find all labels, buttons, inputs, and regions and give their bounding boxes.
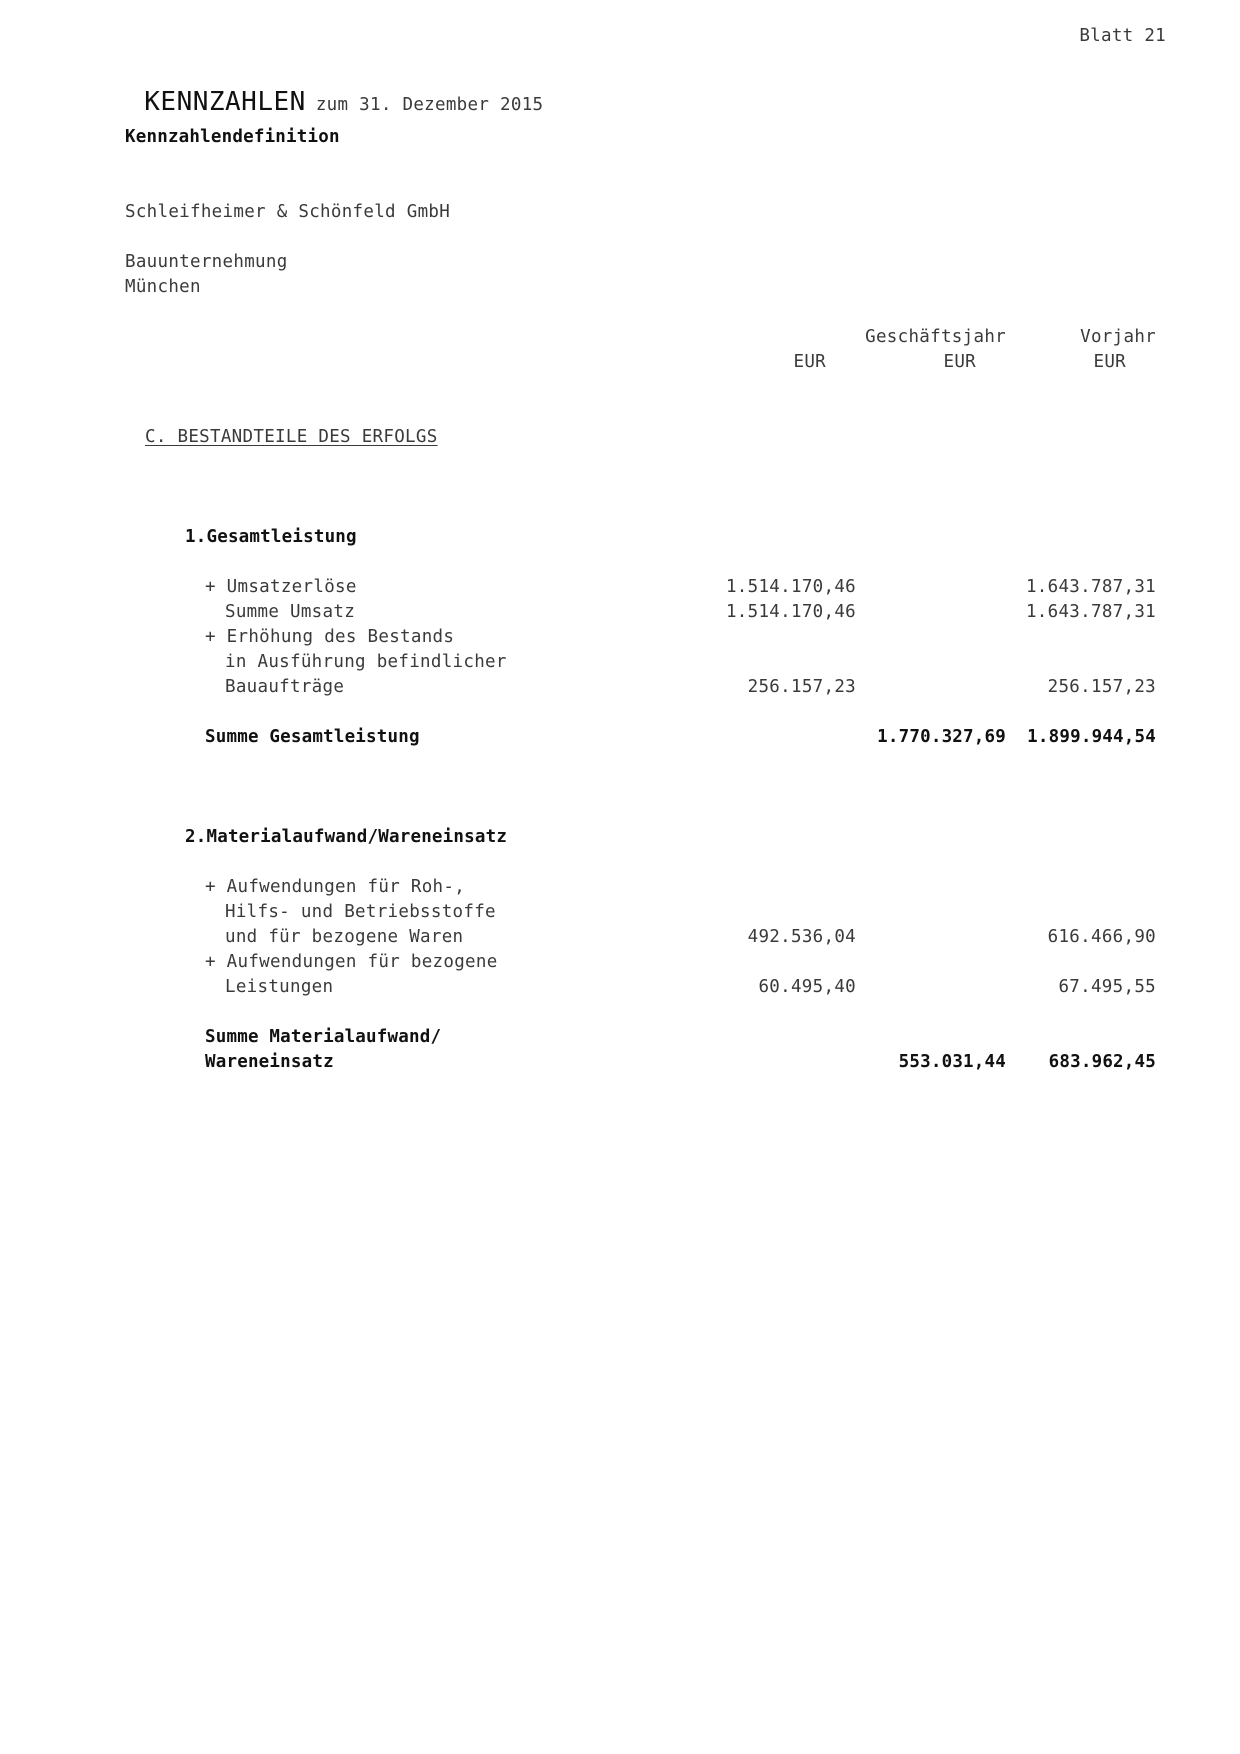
- block2-row2-detail: 60.495,40: [758, 977, 856, 997]
- block2-row2-prior: 67.495,55: [1058, 977, 1156, 997]
- page-title: [125, 68, 543, 117]
- city: München: [125, 277, 201, 297]
- block1-row3-detail: 256.157,23: [747, 677, 856, 697]
- title-main: KENNZAHLEN: [144, 87, 306, 117]
- block1-sum-current: 1.770.327,69: [877, 727, 1006, 747]
- block2-row1-label-line1: + Aufwendungen für Roh-,: [205, 877, 466, 897]
- block1-row3-label-line2: in Ausführung befindlicher: [225, 652, 507, 672]
- col-header-vorjahr: Vorjahr: [1080, 327, 1156, 347]
- block2-row1-label-line3: und für bezogene Waren: [225, 927, 464, 947]
- block1-row2-prior: 1.643.787,31: [1025, 602, 1156, 622]
- block2-sum-label-line2: Wareneinsatz: [205, 1052, 334, 1072]
- section-heading: C. BESTANDTEILE DES ERFOLGS: [145, 427, 438, 447]
- block1-sum-prior: 1.899.944,54: [1027, 727, 1156, 747]
- block2-row1-detail: 492.536,04: [747, 927, 856, 947]
- block2-row2-label-line1: + Aufwendungen für bezogene: [205, 952, 498, 972]
- block1-row2-detail: 1.514.170,46: [725, 602, 856, 622]
- block1-row3-label-line3: Bauaufträge: [225, 677, 345, 697]
- block1-row1-detail: 1.514.170,46: [725, 577, 856, 597]
- sheet-number: Blatt 21: [1079, 26, 1166, 46]
- block1-sum-label: Summe Gesamtleistung: [205, 727, 420, 747]
- col-unit-prior: EUR: [1093, 352, 1126, 372]
- company-name: Schleifheimer & Schönfeld GmbH: [125, 202, 451, 222]
- block1-row1-label: + Umsatzerlöse: [205, 577, 357, 597]
- col-header-geschaeftsjahr: Geschäftsjahr: [865, 327, 1006, 347]
- block2-row1-label-line2: Hilfs- und Betriebsstoffe: [225, 902, 496, 922]
- block1-heading: 1.Gesamtleistung: [185, 527, 357, 547]
- block2-sum-prior: 683.962,45: [1048, 1052, 1156, 1072]
- block2-heading: 2.Materialaufwand/Wareneinsatz: [185, 827, 508, 847]
- block1-row1-prior: 1.643.787,31: [1025, 577, 1156, 597]
- block1-row3-label-line1: + Erhöhung des Bestands: [205, 627, 455, 647]
- block2-sum-current: 553.031,44: [898, 1052, 1006, 1072]
- block1-row2-label: Summe Umsatz: [225, 602, 356, 622]
- title-suffix: zum 31. Dezember 2015: [315, 95, 544, 115]
- subtitle: Kennzahlendefinition: [125, 127, 340, 147]
- block1-row3-prior: 256.157,23: [1047, 677, 1156, 697]
- col-unit-detail: EUR: [793, 352, 826, 372]
- block2-row1-prior: 616.466,90: [1047, 927, 1156, 947]
- block2-sum-label-line1: Summe Materialaufwand/: [205, 1027, 442, 1047]
- col-unit-current: EUR: [943, 352, 976, 372]
- business-type: Bauunternehmung: [125, 252, 288, 272]
- block2-row2-label-line2: Leistungen: [225, 977, 334, 997]
